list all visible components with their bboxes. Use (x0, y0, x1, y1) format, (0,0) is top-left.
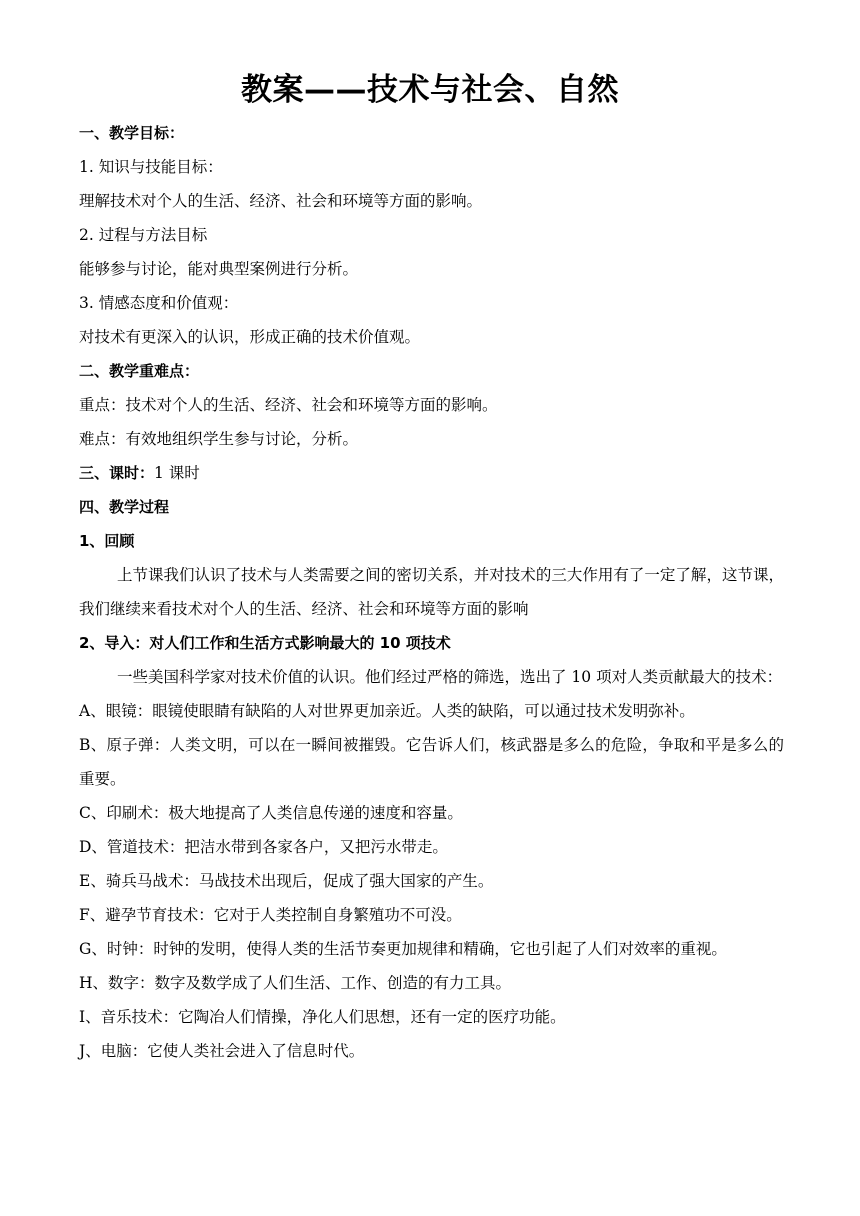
process-heading: 四、教学过程 (79, 498, 170, 516)
objective-3-label: 3. 情感态度和价值观： (79, 294, 239, 312)
objective-1-label: 1. 知识与技能目标： (79, 158, 223, 176)
tech-list (79, 694, 784, 1068)
tech-list-item: H、数字：数字及数学成了人们生活、工作、创造的有力工具。 (79, 974, 512, 992)
tech-list-item: I、音乐技术：它陶冶人们情操，净化人们思想，还有一定的医疗功能。 (79, 1008, 566, 1026)
objective-2-label: 2. 过程与方法目标 (79, 226, 208, 244)
tech-list-item: C、印刷术：极大地提高了人类信息传递的速度和容量。 (79, 804, 463, 822)
objective-1-text: 理解技术对个人的生活、经济、社会和环境等方面的影响。 (79, 192, 483, 210)
review-paragraph: 上节课我们认识了技术与人类需要之间的密切关系，并对技术的三大作用有了一定了解，这节课，我们继续来看技术对个人的生活、经济、社会和环境等方面的影响 (79, 566, 784, 618)
tech-list-item: F、避孕节育技术：它对于人类控制自身繁殖功不可没。 (79, 906, 462, 924)
document-body (79, 116, 784, 1068)
keypoints-heading: 二、教学重难点： (79, 362, 200, 380)
tech-list-item: E、骑兵马战术：马战技术出现后，促成了强大国家的产生。 (79, 872, 494, 890)
tech-list-item: D、管道技术：把洁水带到各家各户，又把污水带走。 (79, 838, 448, 856)
intro-paragraph: 一些美国科学家对技术价值的认识。他们经过严格的筛选，选出了 10 项对人类贡献最大的技术： (117, 668, 783, 686)
objective-2-text: 能够参与讨论，能对典型案例进行分析。 (79, 260, 359, 278)
objective-3-text: 对技术有更深入的认识，形成正确的技术价值观。 (79, 328, 421, 346)
hours-value: 1 课时 (154, 464, 200, 482)
hours-heading: 三、课时： (79, 464, 155, 482)
review-heading: 1、回顾 (79, 532, 135, 550)
objectives-heading: 一、教学目标： (79, 124, 185, 142)
intro-heading: 2、导入：对人们工作和生活方式影响最大的 10 项技术 (79, 634, 451, 652)
tech-list-item: G、时钟：时钟的发明，使得人类的生活节奏更加规律和精确，它也引起了人们对效率的重视。 (79, 940, 727, 958)
tech-list-item: J、电脑：它使人类社会进入了信息时代。 (79, 1042, 365, 1060)
hours-line (79, 456, 784, 490)
document-title: 教案——技术与社会、自然 (241, 72, 619, 108)
keypoint-difficulty: 难点：有效地组织学生参与讨论，分析。 (79, 430, 359, 448)
keypoint-focus: 重点：技术对个人的生活、经济、社会和环境等方面的影响。 (79, 396, 498, 414)
tech-list-item: A、眼镜：眼镜使眼睛有缺陷的人对世界更加亲近。人类的缺陷，可以通过技术发明弥补。 (79, 702, 695, 720)
tech-list-item: B、原子弹：人类文明，可以在一瞬间被摧毁。它告诉人们，核武器是多么的危险，争取和平是多么的重要。 (79, 736, 784, 788)
